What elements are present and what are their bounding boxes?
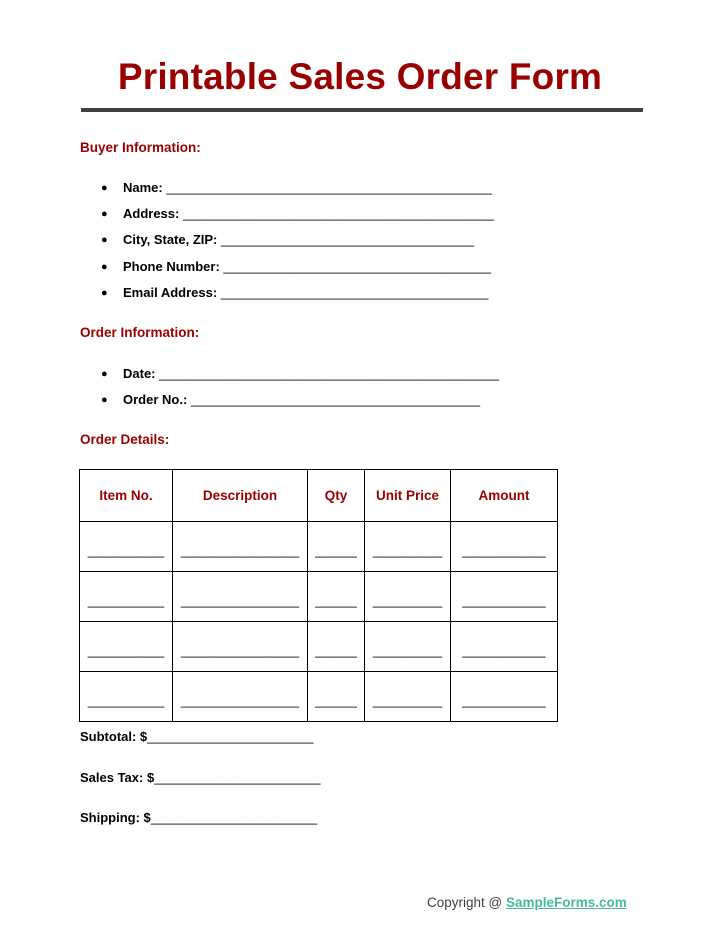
table-row xyxy=(80,572,558,622)
amount-cell[interactable]: ____________ xyxy=(451,622,558,672)
field-blank: ________________________________________ xyxy=(190,392,481,408)
table-header-row xyxy=(80,470,558,522)
phone-number-field[interactable] xyxy=(123,260,491,274)
field-blank: _______________________________________________ xyxy=(159,366,499,381)
amount-cell[interactable]: ____________ xyxy=(451,672,558,722)
email-address-field[interactable] xyxy=(123,286,488,300)
unit-price-cell[interactable]: __________ xyxy=(365,522,451,572)
unit-price-cell[interactable]: __________ xyxy=(365,622,451,672)
bullet-icon: ● xyxy=(101,286,108,299)
field-label: Sales Tax: $ xyxy=(80,770,155,785)
page-title: Printable Sales Order Form xyxy=(117,56,603,97)
field-blank: _____________________________________ xyxy=(220,284,489,300)
bullet-icon: ● xyxy=(101,260,108,273)
table-row xyxy=(80,622,558,672)
amount-cell[interactable]: ____________ xyxy=(451,572,558,622)
field-blank: _______________________ xyxy=(147,729,314,744)
field-label: City, State, ZIP: xyxy=(123,232,218,248)
item-no-cell[interactable]: ___________ xyxy=(80,622,173,672)
column-header-description: Description xyxy=(173,470,308,522)
qty-cell[interactable]: ______ xyxy=(308,572,365,622)
bullet-icon: ● xyxy=(101,394,108,407)
item-no-cell[interactable]: ___________ xyxy=(80,572,173,622)
copyright-notice xyxy=(427,895,627,910)
field-label: Shipping: $ xyxy=(80,810,151,825)
bullet-icon: ● xyxy=(101,182,108,194)
field-label: Subtotal: $ xyxy=(80,729,148,744)
bullet-icon: ● xyxy=(101,208,108,221)
qty-cell[interactable]: ______ xyxy=(308,522,365,572)
field-blank: _____________________________________ xyxy=(223,258,491,274)
field-label: Address: xyxy=(123,206,180,222)
field-label: Name: xyxy=(123,180,163,195)
qty-cell[interactable]: ______ xyxy=(308,672,365,722)
description-cell[interactable]: _________________ xyxy=(173,672,308,722)
title-divider xyxy=(81,108,643,112)
field-label: Order No.: xyxy=(123,392,188,408)
field-blank: _______________________ xyxy=(154,770,321,785)
amount-cell[interactable]: ____________ xyxy=(451,522,558,572)
sales-tax-field[interactable] xyxy=(80,770,321,785)
subtotal-field[interactable] xyxy=(80,729,313,744)
order-details-heading: Order Details: xyxy=(80,432,170,447)
order-details-table xyxy=(79,469,558,722)
buyer-info-heading: Buyer Information: xyxy=(80,140,201,155)
city-state-zip-field[interactable] xyxy=(123,233,474,247)
unit-price-cell[interactable]: __________ xyxy=(365,672,451,722)
field-label: Phone Number: xyxy=(123,258,220,274)
field-blank: ___________________________________________ xyxy=(182,206,494,222)
order-info-heading: Order Information: xyxy=(80,325,200,340)
copyright-text: Copyright @ xyxy=(427,895,506,910)
field-label: Email Address: xyxy=(123,284,218,300)
field-label: Date: xyxy=(123,366,156,381)
description-cell[interactable]: _________________ xyxy=(173,622,308,672)
bullet-icon: ● xyxy=(101,234,108,247)
brand-link[interactable]: SampleForms.com xyxy=(505,895,627,910)
description-cell[interactable]: _________________ xyxy=(173,572,308,622)
field-blank: ___________________________________ xyxy=(221,232,475,248)
column-header-amount: Amount xyxy=(451,470,558,522)
table-row xyxy=(80,672,558,722)
date-field[interactable] xyxy=(123,367,499,381)
column-header-item-no: Item No. xyxy=(80,470,173,522)
unit-price-cell[interactable]: __________ xyxy=(365,572,451,622)
bullet-icon: ● xyxy=(101,368,108,380)
column-header-qty: Qty xyxy=(308,470,365,522)
table-row xyxy=(80,522,558,572)
item-no-cell[interactable]: ___________ xyxy=(80,672,173,722)
shipping-field[interactable] xyxy=(80,810,317,825)
item-no-cell[interactable]: ___________ xyxy=(80,522,173,572)
address-field[interactable] xyxy=(123,207,494,221)
column-header-unit-price: Unit Price xyxy=(365,470,451,522)
field-blank: _____________________________________________ xyxy=(166,180,492,195)
name-field[interactable] xyxy=(123,181,492,195)
description-cell[interactable]: _________________ xyxy=(173,522,308,572)
qty-cell[interactable]: ______ xyxy=(308,622,365,672)
order-number-field[interactable] xyxy=(123,393,480,407)
field-blank: _______________________ xyxy=(150,810,318,825)
